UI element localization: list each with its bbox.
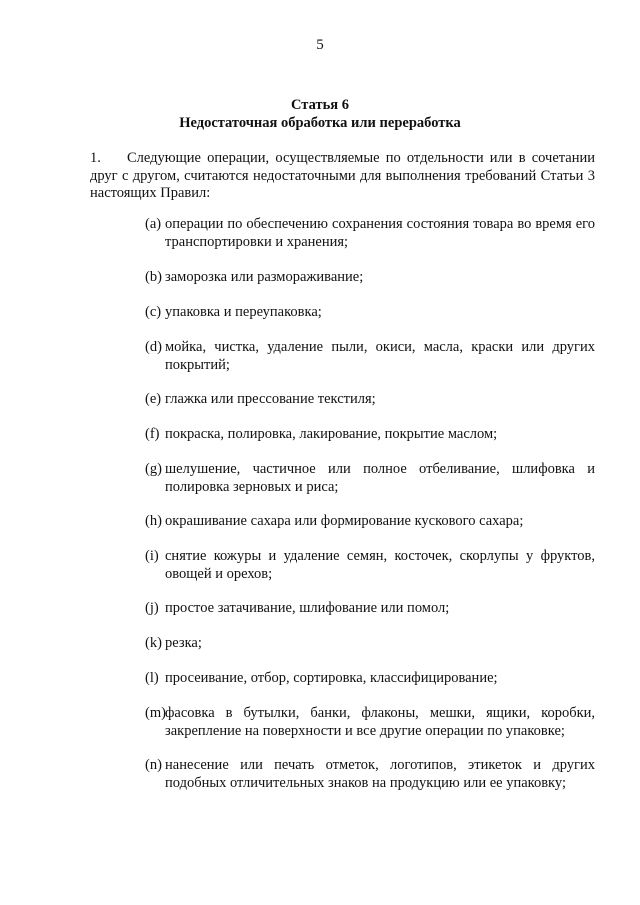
list-item-text: снятие кожуры и удаление семян, косточек, скорлупы у фруктов, овощей и орехов; xyxy=(165,548,595,582)
list-item-b xyxy=(145,269,595,287)
list-item-letter: (n) xyxy=(145,757,162,773)
list-item-j xyxy=(145,600,595,618)
list-item-h xyxy=(145,513,595,531)
list-item-text: упаковка и переупаковка; xyxy=(165,304,322,320)
list-item-k xyxy=(145,635,595,653)
list-item-text: мойка, чистка, удаление пыли, окиси, масла, краски или других покрытий; xyxy=(165,339,595,373)
list-item-text: операции по обеспечению сохранения состояния товара во время его транспортировки и хранения; xyxy=(165,216,595,250)
list-item-letter: (m) xyxy=(145,705,166,721)
list-item-text: простое затачивание, шлифование или помол; xyxy=(165,600,450,616)
list-item-letter: (i) xyxy=(145,548,159,564)
paragraph-text: Следующие операции, осуществляемые по отдельности или в сочетании друг с другом, считаются недостаточными для выполнения требований Статьи 3 настоящих Правил: xyxy=(90,150,595,201)
list-item-text: глажка или прессование текстиля; xyxy=(165,391,376,407)
page-number: 5 xyxy=(316,37,324,53)
list-item-text: нанесение или печать отметок, логотипов, этикеток и других подобных отличительных знаков на продукцию или ее упаковку; xyxy=(165,757,595,791)
list-item-i xyxy=(145,548,595,583)
list-item-d xyxy=(145,339,595,374)
list-item-text: просеивание, отбор, сортировка, классифицирование; xyxy=(165,670,498,686)
list-item-letter: (h) xyxy=(145,513,162,529)
list-item-letter: (l) xyxy=(145,670,159,686)
list-item-text: окрашивание сахара или формирование кускового сахара; xyxy=(165,513,524,529)
list-item-letter: (g) xyxy=(145,461,162,477)
list-item-n xyxy=(145,757,595,792)
list-item-a xyxy=(145,216,595,251)
list-item-text: заморозка или размораживание; xyxy=(165,269,364,285)
list-item-text: шелушение, частичное или полное отбеливание, шлифовка и полировка зерновых и риса; xyxy=(165,461,595,495)
paragraph-1 xyxy=(90,150,595,203)
list-item-letter: (f) xyxy=(145,426,160,442)
list-item-text: фасовка в бутылки, банки, флаконы, мешки, ящики, коробки, закрепление на поверхности и все другие операции по упаковке; xyxy=(165,705,595,739)
list-item-e xyxy=(145,391,595,409)
list-item-letter: (b) xyxy=(145,269,162,285)
list-item-letter: (k) xyxy=(145,635,162,651)
list-item-text: резка; xyxy=(165,635,202,651)
list-item-m xyxy=(145,705,595,740)
list-item-letter: (a) xyxy=(145,216,162,232)
list-item-text: покраска, полировка, лакирование, покрытие маслом; xyxy=(165,426,498,442)
article-subtitle: Недостаточная обработка или переработка xyxy=(179,115,461,131)
article-title: Статья 6 xyxy=(291,97,349,113)
list-item-c xyxy=(145,304,595,322)
list-item-letter: (j) xyxy=(145,600,159,616)
list-item-letter: (d) xyxy=(145,339,162,355)
paragraph-number: 1. xyxy=(90,150,101,166)
list-item-l xyxy=(145,670,595,688)
list-item-letter: (c) xyxy=(145,304,162,320)
list-item-letter: (e) xyxy=(145,391,162,407)
list-item-g xyxy=(145,461,595,496)
list-item-f xyxy=(145,426,595,444)
